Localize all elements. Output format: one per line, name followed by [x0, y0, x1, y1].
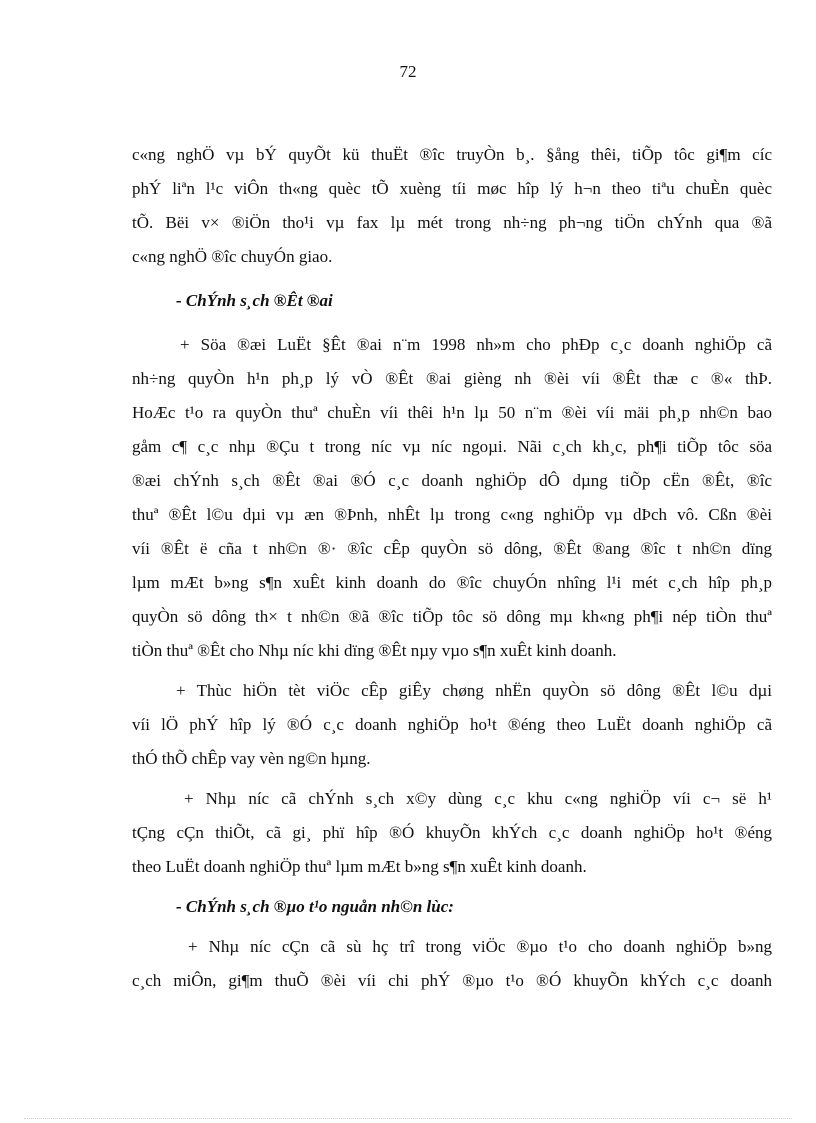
page-number: 72	[399, 62, 417, 81]
text-line: + Söa ®æi LuËt §Êt ®ai n¨m 1998 nh»m cho phÐp c¸c doanh nghiÖp cã	[180, 335, 772, 354]
text-line: theo LuËt doanh nghiÖp thuª lµm mÆt b»ng s¶n xuÊt kinh doanh.	[132, 857, 587, 876]
text-line: tÇng cÇn thiÕt, cã gi¸ phï hîp ®Ó khuyÕn khÝch c¸c doanh nghiÖp ho¹t ®éng	[132, 823, 772, 842]
text-line: + Thùc hiÖn tèt viÖc cÊp giÊy chøng nhËn quyÒn sö dông ®Êt l©u dµi	[176, 681, 772, 700]
text-line: c¸ch miÔn, gi¶m thuÕ ®èi víi chi phÝ ®µo t¹o ®Ó khuyÕn khÝch c¸c doanh	[132, 971, 772, 990]
text-line: quyÒn sö dông th× t nh©n ®ã ®îc tiÕp tôc sö dông mµ kh«ng ph¶i nép tiÒn thuª	[132, 607, 772, 626]
text-line: víi lÖ phÝ hîp lý ®Ó c¸c doanh nghiÖp ho¹t ®éng theo LuËt doanh nghiÖp cã	[132, 715, 772, 734]
text-line: thuª ®Êt l©u dµi vµ æn ®Þnh, nhÊt lµ trong c«ng nghiÖp vµ dÞch vô. Cßn ®èi	[132, 505, 772, 524]
section-heading-land-policy: - ChÝnh s¸ch ®Êt ®ai	[176, 291, 333, 310]
text-line: thÓ thÕ chÊp vay vèn ng©n hµng.	[132, 749, 371, 768]
text-line: víi ®Êt ë cña t nh©n ®· ®îc cÊp quyÒn sö dông, ®Êt ®ang ®îc t nh©n dïng	[132, 539, 772, 558]
page-bottom-divider	[24, 1118, 792, 1119]
text-line: ®æi chÝnh s¸ch ®Êt ®ai ®Ó c¸c doanh nghiÖp dÔ dµng tiÕp cËn ®Êt, ®îc	[132, 471, 772, 490]
document-body	[132, 138, 772, 998]
text-line: nh÷ng quyÒn h¹n ph¸p lý vÒ ®Êt ®ai gièng nh ®èi víi ®Êt thæ c ®« thÞ.	[132, 369, 772, 388]
text-line: + Nhµ níc cã chÝnh s¸ch x©y dùng c¸c khu c«ng nghiÖp víi c¬ së h¹	[184, 789, 772, 808]
text-line: phÝ liªn l¹c viÔn th«ng quèc tÕ xuèng tíi møc hîp lý h¬n theo tiªu chuÈn quèc	[132, 179, 772, 198]
paragraph-training-support	[132, 930, 772, 998]
section-heading-human-resources: - ChÝnh s¸ch ®µo t¹o nguån nh©n lùc:	[176, 897, 454, 916]
text-line: tiÒn thuª ®Êt cho Nhµ níc khi dïng ®Êt nµy vµo s¶n xuÊt kinh doanh.	[132, 641, 617, 660]
text-line: tÕ. Bëi v× ®iÖn tho¹i vµ fax lµ mét trong nh÷ng ph¬ng tiÖn chÝnh qua ®ã	[132, 213, 772, 232]
paragraph-land-law	[132, 328, 772, 668]
text-line: c«ng nghÖ vµ bÝ quyÕt kü thuËt ®îc truyÒn b¸. §ång thêi, tiÕp tôc gi¶m cíc	[132, 145, 772, 164]
text-line: HoÆc t¹o ra quyÒn thuª chuÈn víi thêi h¹n lµ 50 n¨m ®èi víi mäi ph¸p nh©n bao	[132, 403, 772, 422]
text-line: + Nhµ níc cÇn cã sù hç trî trong viÖc ®µo t¹o cho doanh nghiÖp b»ng	[188, 937, 772, 956]
paragraph-industrial-zones	[132, 782, 772, 884]
paragraph-land-certificate	[132, 674, 772, 776]
text-line: lµm mÆt b»ng s¶n xuÊt kinh doanh do ®îc chuyÓn nhîng l¹i mét c¸ch hîp ph¸p	[132, 573, 772, 592]
paragraph-technology-transfer	[132, 138, 772, 274]
text-line: gåm c¶ c¸c nhµ ®Çu t trong níc vµ níc ngoµi. Nãi c¸ch kh¸c, ph¶i tiÕp tôc söa	[132, 437, 772, 456]
text-line: c«ng nghÖ ®îc chuyÓn giao.	[132, 247, 333, 266]
